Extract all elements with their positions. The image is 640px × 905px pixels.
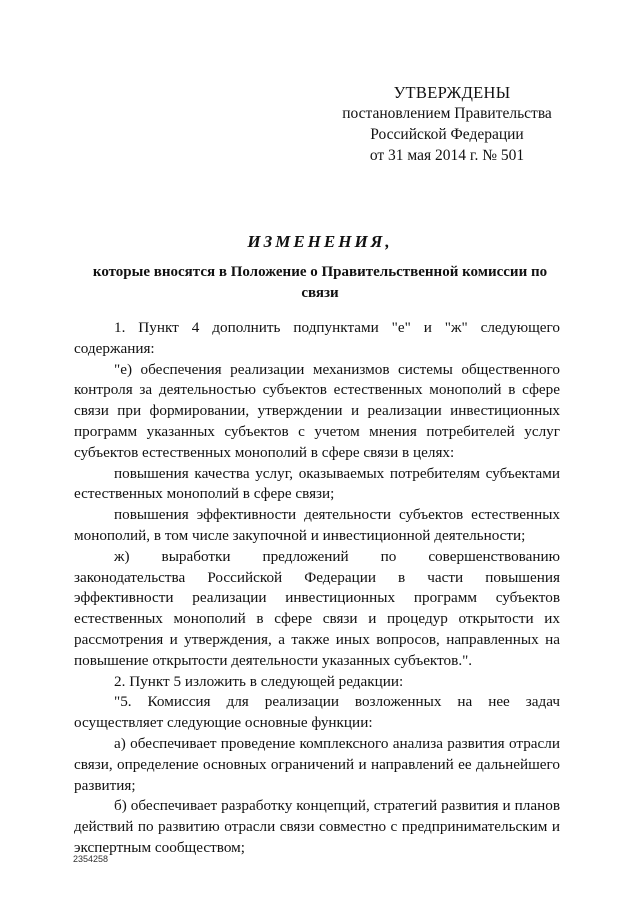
paragraph-3: повышения качества услуг, оказываемых потребителям субъектами естественных монополий в сфере связи; [74, 464, 560, 503]
title-main: ИЗМЕНЕНИЯ, [247, 232, 393, 251]
approval-line-2: Российской Федерации [370, 126, 524, 143]
document-body [74, 318, 560, 859]
approval-line-1: постановлением Правительства [342, 105, 552, 122]
paragraph-1: 1. Пункт 4 дополнить подпунктами "е" и "ж" следующего содержания: [74, 319, 560, 357]
document-number: 2354258 [73, 854, 109, 864]
paragraph-8: а) обеспечивает проведение комплексного анализа развития отрасли связи, определение основных ограничений и направлений ее дальнейшего развития; [74, 734, 560, 794]
paragraph-7: "5. Комиссия для реализации возложенных на нее задач осуществляет следующие основные функции: [74, 693, 560, 732]
approval-heading: УТВЕРЖДЕНЫ [393, 83, 511, 102]
document-title [90, 228, 550, 304]
paragraph-5: ж) выработки предложений по совершенствованию законодательства Российской Федерации в части повышения эффективности реализации инвестиционных программ субъектов естественных монополий в сфере связи и процедур открытости их рассмотрения и утверждения, а также иных вопросов, направленных на повышение открытости деятельности указанных субъектов.". [74, 547, 560, 669]
approval-stamp [322, 82, 572, 166]
paragraph-6: 2. Пункт 5 изложить в следующей редакции: [114, 672, 404, 690]
paragraph-2: "е) обеспечения реализации механизмов системы общественного контроля за деятельностью субъектов естественных монополий в сфере связи при формировании, утверждении и реализации инвестиционных программ указанных субъектов с учетом мнения потребителей услуг субъектов естественных монополий в сфере связи в целях: [74, 360, 560, 461]
paragraph-9: б) обеспечивает разработку концепций, стратегий развития и планов действий по развитию отрасли связи совместно с предпринимательским и экспертным сообществом; [74, 797, 560, 856]
approval-line-3: от 31 мая 2014 г. № 501 [369, 147, 525, 164]
title-subtitle: которые вносятся в Положение о Правительственной комиссии по связи [92, 264, 548, 301]
paragraph-4: повышения эффективности деятельности субъектов естественных монополий, в том числе закупочной и инвестиционной деятельности; [74, 506, 560, 544]
